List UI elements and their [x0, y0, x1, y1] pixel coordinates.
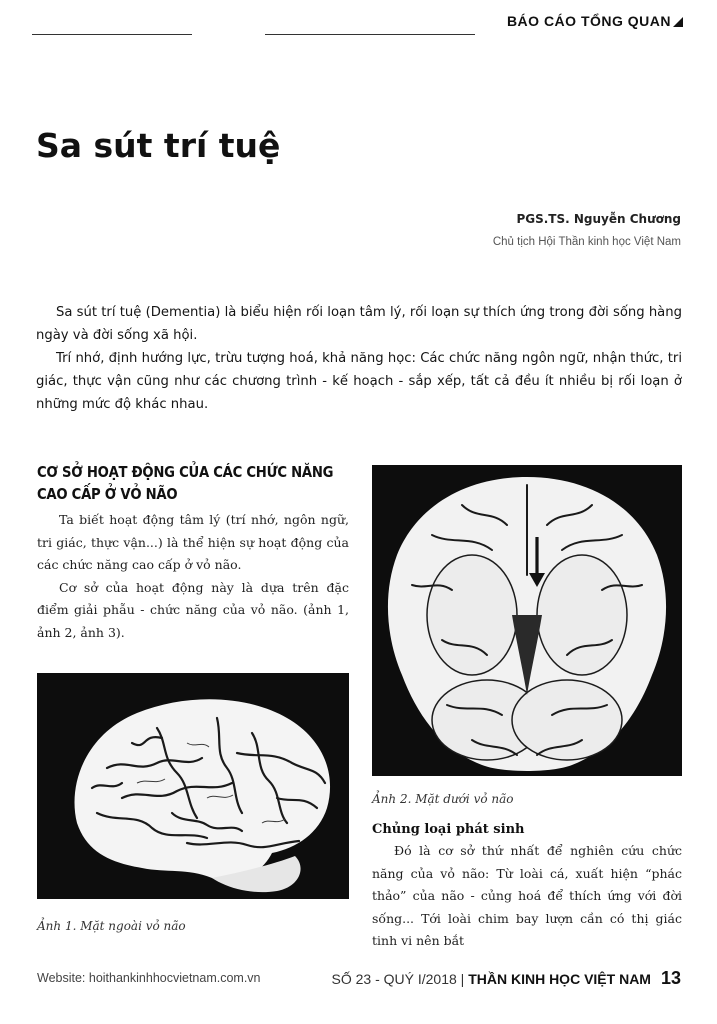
abstract-paragraph: Sa sút trí tuệ (Dementia) là biểu hiện rối loạn tâm lý, rối loạn sự thích ứng trong đời sống hàng ngày và đời sống xã hội.	[36, 305, 682, 343]
header-rule-left	[32, 34, 192, 35]
right-column	[372, 822, 682, 953]
section-label: BÁO CÁO TỔNG QUAN	[506, 13, 671, 29]
issue-number: SỐ 23 - QUÝ I/2018 |	[331, 971, 469, 987]
header-rule-middle	[265, 34, 475, 35]
footer-website: Website: hoithankinhhocvietnam.com.vn	[37, 971, 261, 985]
body-paragraph: Cơ sở của hoạt động này là dựa trên đặc điểm giải phẫu - chức năng của vỏ não. (ảnh 1, ảnh 2, ảnh 3).	[37, 579, 349, 640]
author-affiliation: Chủ tịch Hội Thần kinh học Việt Nam	[492, 236, 681, 248]
author-name: PGS.TS. Nguyễn Chương	[516, 212, 681, 226]
figure-2-caption: Ảnh 2. Mặt dưới vỏ não	[372, 792, 514, 806]
article-title: Sa sút trí tuệ	[36, 126, 281, 165]
body-paragraph: Đó là cơ sở thứ nhất để nghiên cứu chức năng của vỏ não: Từ loài cá, xuất hiện “phác thảo” của não - củng hoá để thích ứng với đời sống... Tới loài chim bay lượn cần có thị giác tinh vi nên bắt	[372, 843, 682, 948]
section-body	[37, 509, 349, 644]
brain-lateral-image	[37, 673, 349, 899]
page-number: 13	[660, 968, 681, 988]
brain-inferior-image	[372, 465, 682, 776]
subsection-body	[372, 840, 682, 953]
journal-name: THẦN KINH HỌC VIỆT NAM	[468, 971, 651, 987]
body-paragraph: Ta biết hoạt động tâm lý (trí nhớ, ngôn ngữ, tri giác, thực vận...) là thể hiện sự hoạt động của các chức năng cao cấp ở vỏ não.	[37, 512, 349, 572]
figure-1-caption: Ảnh 1. Mặt ngoài vỏ não	[37, 919, 186, 933]
subsection-heading: Chủng loại phát sinh	[372, 822, 525, 837]
abstract	[36, 301, 682, 416]
abstract-paragraph: Trí nhớ, định hướng lực, trừu tượng hoá, khả năng học: Các chức năng ngôn ngữ, nhận thức, tri giác, thực vận cũng như các chương trình - kế hoạch - sắp xếp, tất cả đều ít nhiều bị rối loạn ở những mức độ khác nhau.	[36, 351, 682, 412]
footer-issue	[331, 968, 681, 989]
figure-brain-lateral	[37, 673, 349, 899]
left-column	[37, 461, 349, 644]
corner-triangle-icon	[673, 17, 683, 27]
section-heading: CƠ SỞ HOẠT ĐỘNG CỦA CÁC CHỨC NĂNG CAO CẤP Ở VỎ NÃO	[37, 463, 334, 503]
figure-brain-inferior	[372, 465, 682, 776]
